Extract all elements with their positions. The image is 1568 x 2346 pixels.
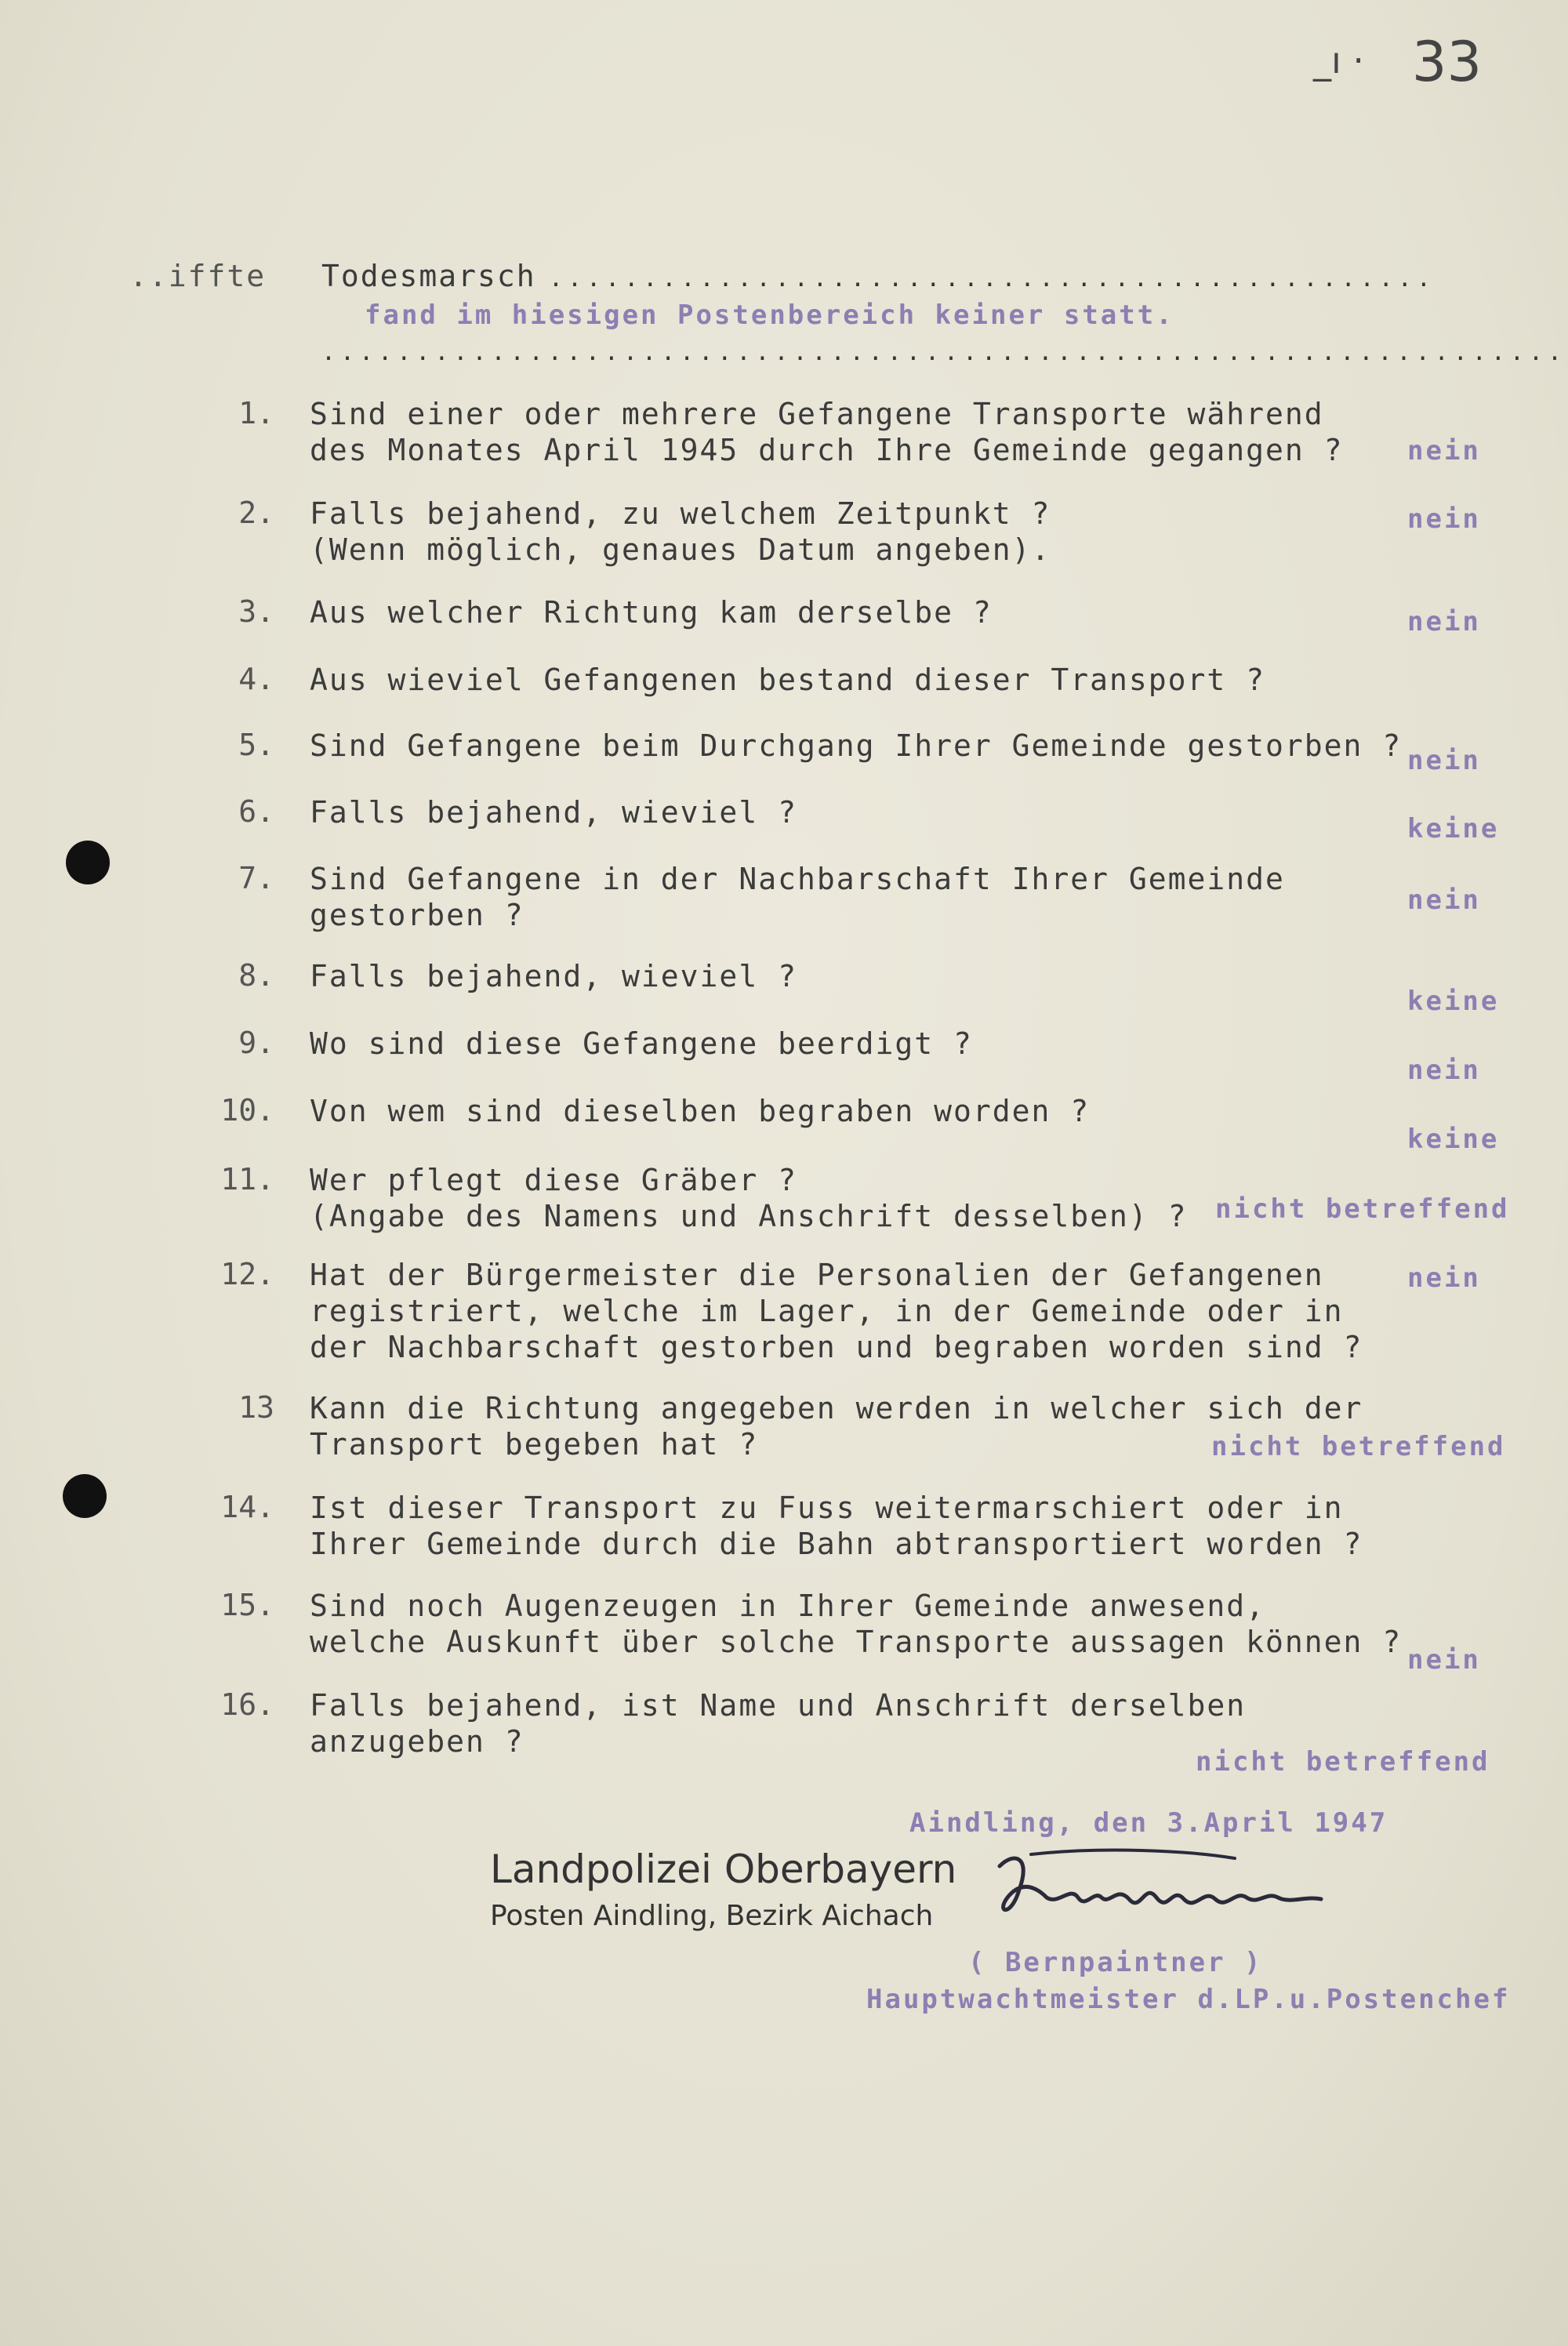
answer-stamp: nein (1407, 1055, 1481, 1086)
header-stamp: fand im hiesigen Postenbereich keiner statt. (365, 300, 1174, 331)
police-post: Posten Aindling, Bezirk Aichach (490, 1900, 934, 1932)
question-text: Aus welcher Richtung kam derselbe ? (310, 595, 993, 630)
question-text: Falls bejahend, wieviel ? (310, 959, 797, 993)
signer-name: ( Bernpaintner ) (968, 1947, 1263, 1978)
question-text: Falls bejahend, wieviel ? (310, 795, 797, 830)
question-number: 4. (238, 662, 274, 696)
question-text: Von wem sind dieselben begraben worden ? (310, 1094, 1091, 1128)
question-text: Falls bejahend, ist Name und Anschrift derselben anzugeben ? (310, 1688, 1247, 1759)
question-number: 9. (238, 1026, 274, 1060)
question-number: 14. (220, 1490, 274, 1524)
question-text: Wo sind diese Gefangene beerdigt ? (310, 1026, 973, 1061)
page-number: 33 (1411, 30, 1482, 94)
police-name: Landpolizei Oberbayern (490, 1847, 957, 1892)
question-text: Sind Gefangene beim Durchgang Ihrer Gemeinde gestorben ? (310, 728, 1403, 763)
question-number: 11. (220, 1162, 274, 1197)
answer-stamp: keine (1407, 986, 1500, 1017)
question-text: Sind einer oder mehrere Gefangene Transporte während des Monates April 1945 durch Ihre Gemeinde gegangen ? (310, 397, 1344, 467)
header-subject: Todesmarsch (321, 259, 536, 293)
question-text: Hat der Bürgermeister die Personalien der Gefangenen registriert, welche im Lager, in der Gemeinde oder in der Nachbarschaft gestorben und begraben worden sind ? (310, 1258, 1363, 1364)
question-number: 10. (220, 1093, 274, 1128)
punch-hole (63, 1474, 107, 1518)
answer-stamp: nein (1407, 503, 1481, 535)
question-number: 2. (238, 496, 274, 530)
question-text: Kann die Richtung angegeben werden in welcher sich der Transport begeben hat ? (310, 1391, 1363, 1462)
page-mark: _ı · (1312, 39, 1364, 82)
signer-rank: Hauptwachtmeister d.LP.u.Postenchef (866, 1984, 1511, 2015)
punch-hole (66, 841, 110, 884)
question-text: Aus wieviel Gefangenen bestand dieser Transport ? (310, 663, 1266, 697)
answer-stamp: nein (1407, 606, 1481, 637)
dotted-leader: ............................................... (549, 265, 1436, 292)
answer-stamp: nicht betreffend (1211, 1431, 1506, 1462)
answer-stamp: nein (1407, 884, 1481, 916)
answer-stamp: keine (1407, 1124, 1500, 1155)
question-number: 16. (220, 1687, 274, 1722)
answer-stamp: nein (1407, 1262, 1481, 1294)
question-number: 1. (238, 396, 274, 430)
question-number: 13 (238, 1390, 274, 1425)
question-text: Falls bejahend, zu welchem Zeitpunkt ? (Wenn möglich, genaues Datum angeben). (310, 496, 1051, 567)
dotted-rule: .................................................................. (321, 339, 1567, 366)
question-number: 6. (238, 794, 274, 829)
signature (984, 1843, 1337, 1929)
question-number: 5. (238, 728, 274, 762)
header-label: ..iffte (129, 259, 267, 293)
answer-stamp: nicht betreffend (1215, 1193, 1510, 1225)
answer-stamp: nein (1407, 435, 1481, 467)
question-number: 15. (220, 1588, 274, 1622)
question-number: 12. (220, 1257, 274, 1291)
question-text: Wer pflegt diese Gräber ? (Angabe des Namens und Anschrift desselben) ? (310, 1163, 1188, 1233)
question-text: Sind Gefangene in der Nachbarschaft Ihrer Gemeinde gestorben ? (310, 862, 1285, 932)
question-number: 8. (238, 958, 274, 993)
question-text: Ist dieser Transport zu Fuss weitermarschiert oder in Ihrer Gemeinde durch die Bahn abtransportiert worden ? (310, 1491, 1363, 1561)
question-text: Sind noch Augenzeugen in Ihrer Gemeinde anwesend, welche Auskunft über solche Transporte aussagen können ? (310, 1589, 1403, 1659)
question-number: 3. (238, 594, 274, 629)
question-number: 7. (238, 861, 274, 895)
answer-stamp: nein (1407, 745, 1481, 776)
answer-stamp: nein (1407, 1644, 1481, 1676)
answer-stamp: nicht betreffend (1196, 1746, 1490, 1778)
date-stamp: Aindling, den 3.April 1947 (909, 1807, 1388, 1839)
answer-stamp: keine (1407, 813, 1500, 844)
